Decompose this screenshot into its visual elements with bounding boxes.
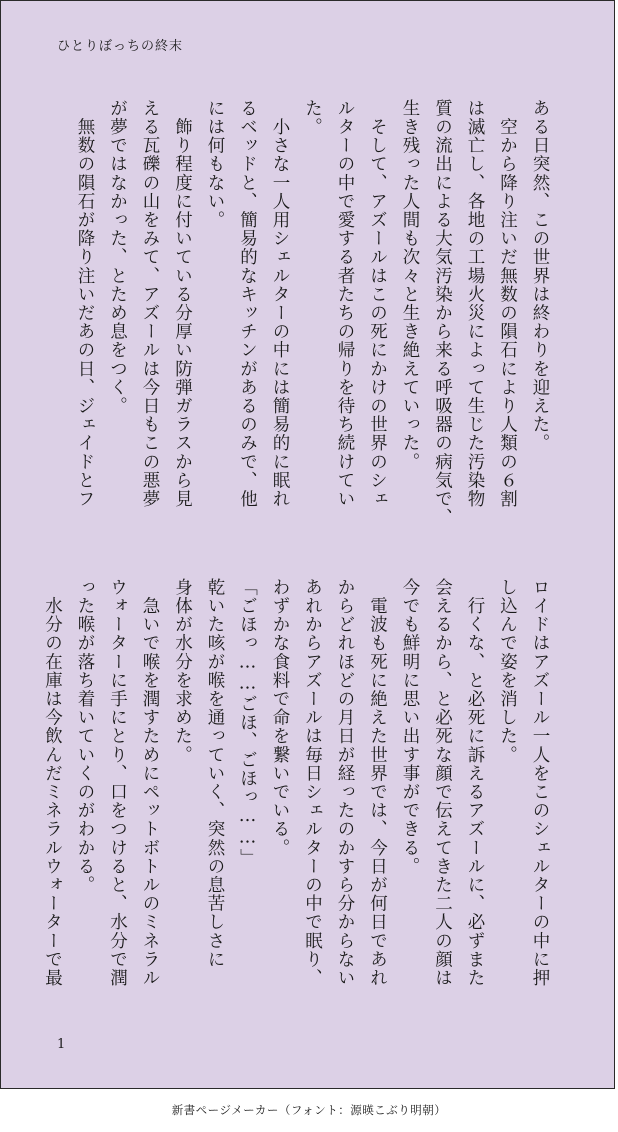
text-line: が夢ではなかった、とため息をつく。 — [107, 99, 128, 416]
text-line: 急いで喉を潤すためにペットボトルのミネラル — [140, 578, 160, 988]
text-line: ウォーターに手にとり、口をつけると、水分で潤 — [107, 578, 128, 988]
text-line: るベッドと、簡易的なキッチンがあるのみで、他 — [237, 99, 258, 509]
lower-text-column — [36, 578, 556, 998]
text-line: 質の流出による大気汚染から来る呼吸器の病気で、 — [432, 99, 453, 527]
text-line: 飾り程度に付いている分厚い防弾ガラスから見 — [172, 99, 193, 509]
upper-text-column — [69, 99, 557, 527]
text-line: ロイドはアズール一人をこのシェルターの中に押 — [530, 578, 550, 988]
text-line: 乾いた咳が喉を通っていく、突然の息苦しさに — [205, 578, 225, 969]
page-number: 1 — [57, 1037, 66, 1052]
text-line: あれからアズールは毎日シェルターの中で眠り、 — [302, 578, 323, 988]
text-line: そして、アズールはこの死にかけの世界のシェ — [367, 99, 388, 509]
text-line: ある日突然、この世界は終わりを迎えた。 — [530, 99, 550, 453]
text-line: し込んで姿を消した。 — [497, 578, 518, 764]
text-line: ルターの中で愛する者たちの帰りを待ち続けてい — [335, 99, 355, 509]
text-line: 行くな、と必死に訴えるアズールに、必ずまた — [465, 578, 485, 988]
text-line: わずかな食料で命を繋いでいる。 — [270, 578, 290, 857]
text-line: には何もない。 — [205, 99, 225, 230]
text-line: た。 — [302, 99, 323, 137]
text-line: 空から降り注いだ無数の隕石により人類の６割 — [497, 99, 518, 509]
text-line: 電波も死に絶えた世界では、今日が何日であれ — [367, 578, 388, 988]
text-line: 今でも鮮明に思い出す事ができる。 — [400, 578, 420, 876]
text-line: 水分の在庫は今飲んだミネラルウォーターで最 — [42, 578, 63, 988]
text-line: は滅亡し、各地の工場火災によって生じた汚染物 — [465, 99, 485, 509]
text-line: 無数の隕石が降り注いだあの日、ジェイドとフ — [75, 99, 95, 509]
running-title: ひとりぼっちの終末 — [57, 39, 184, 54]
text-line: える瓦礫の山をみて、アズールは今日もこの悪夢 — [140, 99, 160, 509]
footer-credit: 新書ページメーカー（フォント：源暎こぶり明朝） — [171, 1103, 447, 1117]
text-line: 生き残った人間も次々と生き絶えていった。 — [400, 99, 420, 471]
text-line: 「ごほっ……ごほ、ごほっ……」 — [237, 578, 258, 867]
text-line: からどれほどの月日が経ったのかすら分からない — [335, 578, 355, 988]
text-line: 会えるから、と必死な顔で伝えてきた二人の顔は — [432, 578, 453, 988]
text-line: った喉が落ち着いていくのがわかる。 — [75, 578, 95, 895]
text-line: 小さな一人用シェルターの中には簡易的に眠れ — [270, 99, 290, 509]
text-line: 身体が水分を求めた。 — [172, 578, 193, 764]
